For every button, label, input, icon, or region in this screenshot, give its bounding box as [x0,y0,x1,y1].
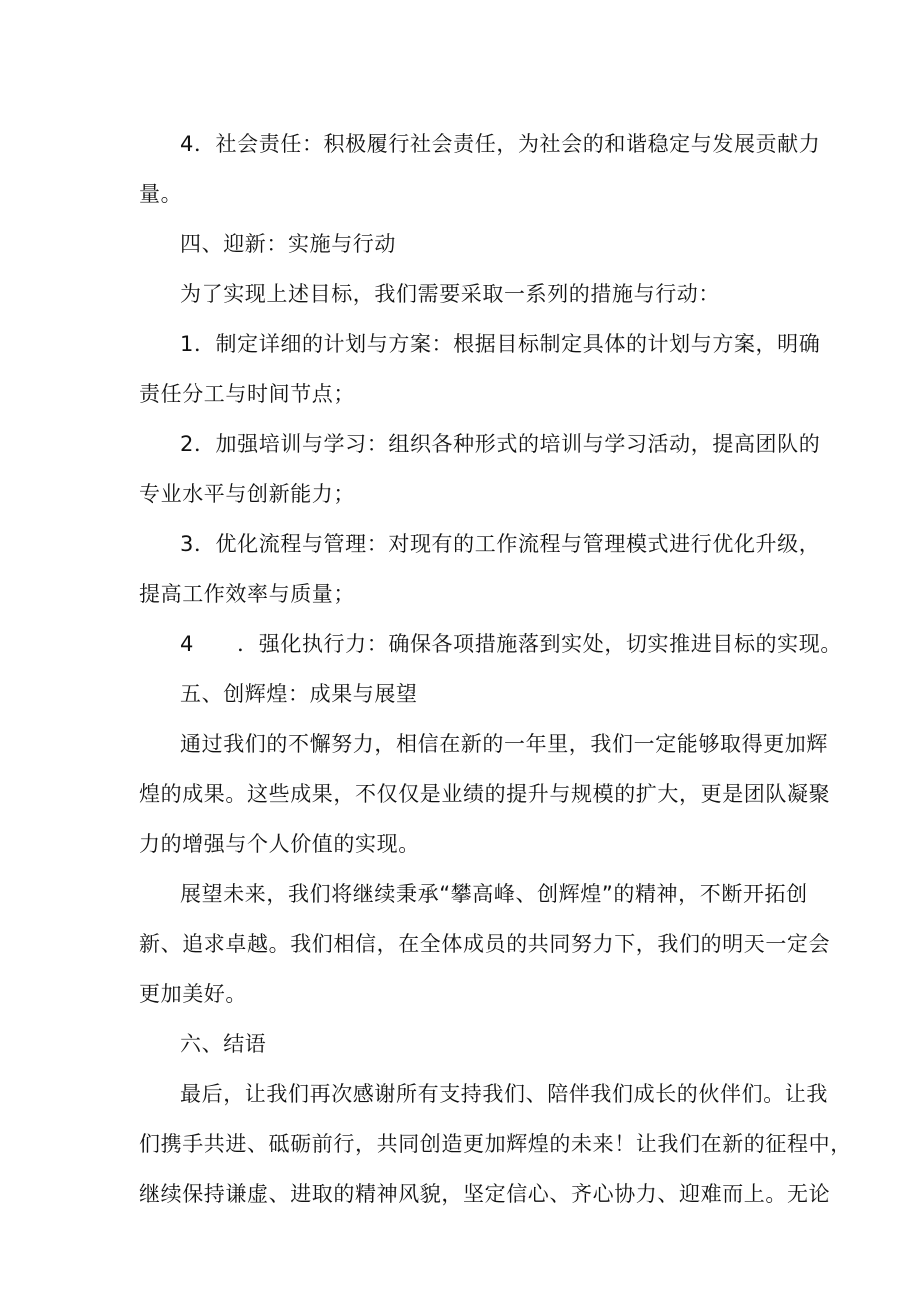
section-heading: 四、迎新：实施与行动 [180,232,396,256]
paragraph-line: 更加美好。 [139,982,247,1006]
paragraph-line: 最后，让我们再次感谢所有支持我们、陪伴我们成长的伙伴们。让我 [180,1082,828,1106]
paragraph-line: 3．优化流程与管理：对现有的工作流程与管理模式进行优化升级， [180,532,821,556]
paragraph-line: 新、追求卓越。我们相信，在全体成员的共同努力下，我们的明天一定会 [139,932,831,956]
paragraph-line: 量。 [139,182,183,206]
paragraph-line: 专业水平与创新能力； [139,482,355,506]
paragraph-line: 展望未来，我们将继续秉承“攀高峰、创辉煌”的精神，不断开拓创 [180,882,808,906]
paragraph-line: 们携手共进、砥砺前行，共同创造更加辉煌的未来！让我们在新的征程中， [139,1132,852,1156]
paragraph-line: 2．加强培训与学习：组织各种形式的培训与学习活动，提高团队的 [180,432,821,456]
section-heading: 六、结语 [180,1032,267,1056]
section-heading: 五、创辉煌：成果与展望 [180,682,418,706]
paragraph-line: 继续保持谦虚、进取的精神风貌，坚定信心、齐心协力、迎难而上。无论 [139,1182,831,1206]
paragraph-line: 为了实现上述目标，我们需要采取一系列的措施与行动： [180,282,720,306]
paragraph-line: 力的增强与个人价值的实现。 [139,832,420,856]
paragraph-line: 4 ．强化执行力：确保各项措施落到实处，切实推进目标的实现。 [180,632,842,656]
paragraph-line: 1．制定详细的计划与方案：根据目标制定具体的计划与方案，明确 [180,332,821,356]
paragraph-line: 责任分工与时间节点； [139,382,355,406]
paragraph-line: 提高工作效率与质量； [139,582,355,606]
paragraph-line: 通过我们的不懈努力，相信在新的一年里，我们一定能够取得更加辉 [180,732,828,756]
paragraph-line: 4．社会责任：积极履行社会责任，为社会的和谐稳定与发展贡献力 [180,132,821,156]
paragraph-line: 煌的成果。这些成果，不仅仅是业绩的提升与规模的扩大，更是团队凝聚 [139,782,831,806]
